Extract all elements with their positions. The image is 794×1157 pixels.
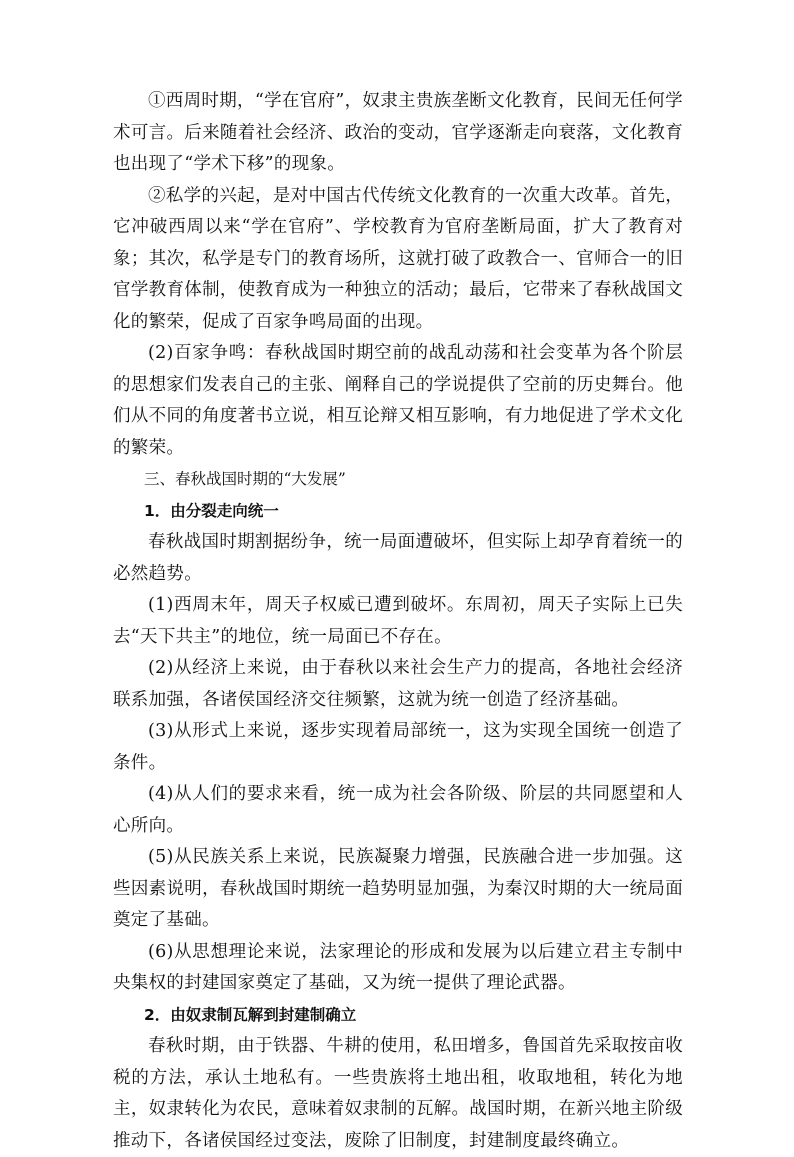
document-page xyxy=(113,86,683,1157)
paragraph-point-5: (5)从民族关系上来说，民族凝聚力增强，民族融合进一步加强。这些因素说明，春秋战国时期统一趋势明显加强，为秦汉时期的大一统局面奠定了基础。 xyxy=(113,847,683,930)
paragraph-point-1: (1)西周末年，周天子权威已遭到破坏。东周初，周天子实际上已失去“天下共主”的地位，统一局面已不存在。 xyxy=(113,595,683,647)
subheading-fenlie-tongyi: 1．由分裂走向统一 xyxy=(144,501,279,520)
paragraph-point-6: (6)从思想理论来说，法家理论的形成和发展为以后建立君主专制中央集权的封建国家奠定了基础，又为统一提供了理论武器。 xyxy=(113,941,683,993)
paragraph-baijia-zhengming: (2)百家争鸣：春秋战国时期空前的战乱动荡和社会变革为各个阶层的思想家们发表自己的主张、阐释自己的学说提供了空前的历史舞台。他们从不同的角度著书立说，相互论辩又相互影响，有力地促进了学术文化的繁荣。 xyxy=(113,343,683,458)
paragraph-point-2: (2)从经济上来说，由于春秋以来社会生产力的提高，各地社会经济联系加强，各诸侯国经济交往频繁，这就为统一创造了经济基础。 xyxy=(113,658,683,710)
paragraph-sixue-xingqi: ②私学的兴起，是对中国古代传统文化教育的一次重大改革。首先，它冲破西周以来“学在官府”、学校教育为官府垄断局面，扩大了教育对象；其次，私学是专门的教育场所，这就打破了政教合一、官师合一的旧官学教育体制，使教育成为一种独立的活动；最后，它带来了春秋战国文化的繁荣，促成了百家争鸣局面的出现。 xyxy=(113,185,683,332)
section-heading-da-fazhan: 三、春秋战国时期的“大发展” xyxy=(144,470,346,488)
paragraph-point-3: (3)从形式上来说，逐步实现着局部统一，这为实现全国统一创造了条件。 xyxy=(113,721,683,773)
paragraph-fengjian-queli: 春秋时期，由于铁器、牛耕的使用，私田增多，鲁国首先采取按亩收税的方法，承认土地私有。一些贵族将土地出租，收取地租，转化为地主，奴隶转化为农民，意味着奴隶制的瓦解。战国时期，在新兴地主阶级推动下，各诸侯国经过变法，废除了旧制度，封建制度最终确立。 xyxy=(113,1036,683,1151)
paragraph-tongyi-qushi: 春秋战国时期割据纷争，统一局面遭破坏，但实际上却孕育着统一的必然趋势。 xyxy=(113,532,683,584)
paragraph-point-4: (4)从人们的要求来看，统一成为社会各阶级、阶层的共同愿望和人心所向。 xyxy=(113,784,683,836)
subheading-nuli-fengjian: 2．由奴隶制瓦解到封建制确立 xyxy=(144,1005,357,1024)
paragraph-xizhou-xuezaiguanfu: ①西周时期，“学在官府”，奴隶主贵族垄断文化教育，民间无任何学术可言。后来随着社会经济、政治的变动，官学逐渐走向衰落，文化教育也出现了“学术下移”的现象。 xyxy=(113,91,683,174)
